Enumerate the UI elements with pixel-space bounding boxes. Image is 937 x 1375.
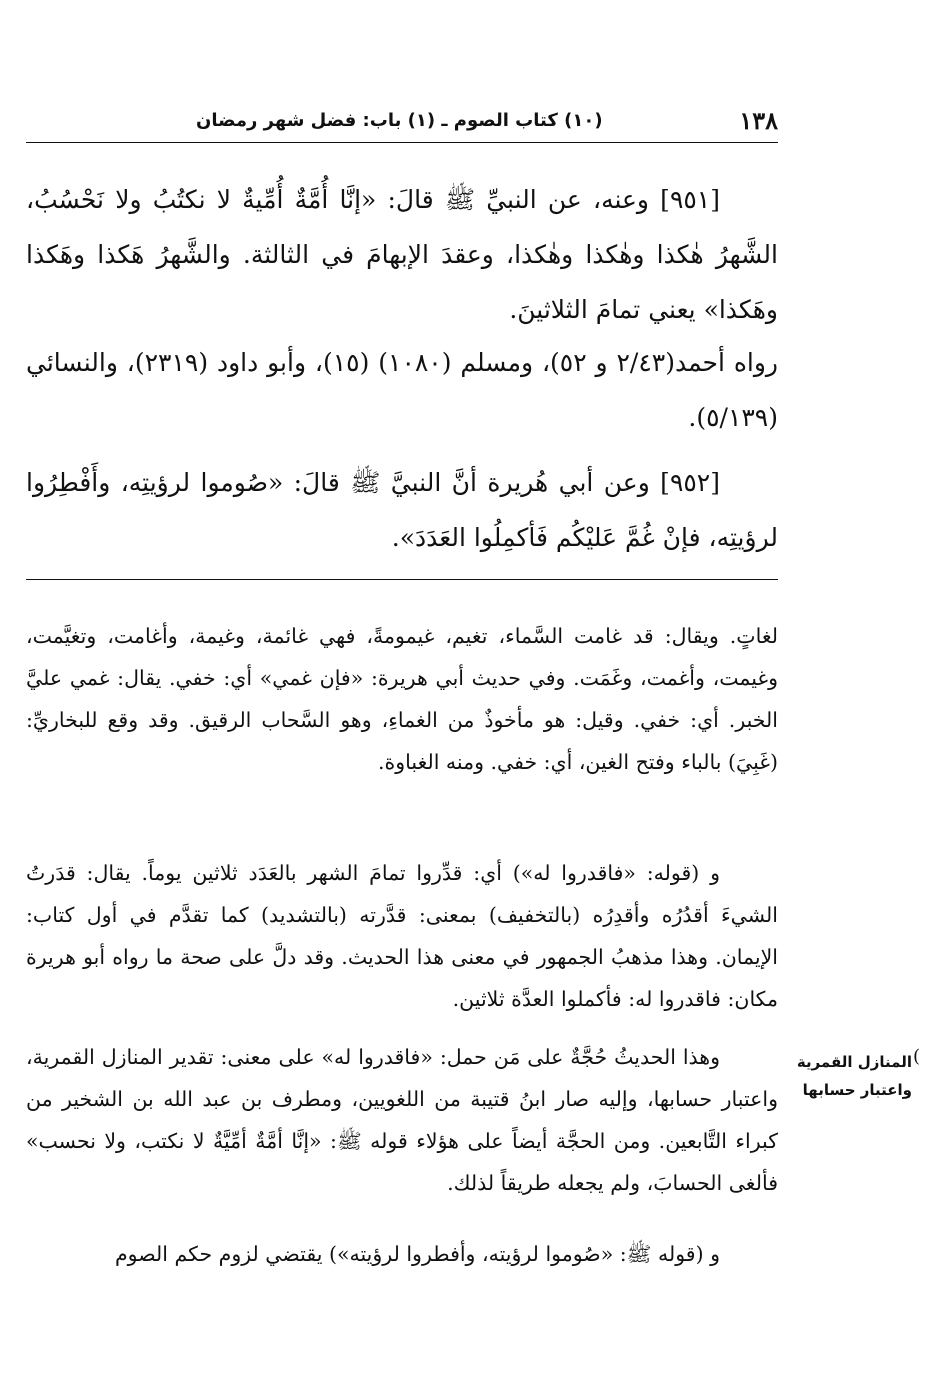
margin-mark: ( — [913, 1046, 921, 1067]
margin-note-line-2: واعتبار حسابها — [802, 1081, 912, 1099]
hadith-951-sources: رواه أحمد(٢/٤٣ و ٥٢)، ومسلم (١٠٨٠) (١٥)، وأبو داود (٢٣١٩)، والنسائي (٥/١٣٩). — [26, 348, 779, 432]
margin-note-line-1: المنازل القمرية — [796, 1053, 912, 1071]
footnote-divider — [26, 579, 778, 580]
hadith-951: [٩٥١] وعنه، عن النبيِّ ﷺ قالَ: «إنَّا أُمَّةٌ أُمِّيةٌ لا نكتُبُ ولا نَحْسُبُ، الشَّهرُ هٰكذا وهٰكذا وهٰكذا، وعقدَ الإبهامَ في الثالثة. والشَّهرُ هَكذا وهَكذا وهَكذا» يعني تمامَ الثلاثينَ. — [26, 185, 778, 324]
hadith-952: [٩٥٢] وعن أبي هُريرة أنَّ النبيَّ ﷺ قالَ: «صُوموا لرؤيتِه، وأَفْطِرُوا لرؤيتِه، فإنْ غُمَّ عَليْكُم فَأكمِلُوا العَدَدَ». — [26, 468, 778, 552]
running-title: (١٠) كتاب الصوم ـ (١) باب: فضل شهر رمضان — [196, 110, 603, 131]
commentary-paragraph-2: و (قوله: «فاقدروا له») أي: قدِّروا تمامَ الشهر بالعَدَد ثلاثين يوماً. يقال: قدَرتُ الشيءَ أقدُرُه وأقدِرُه (بالتخفيف) بمعنى: قدَّرته (بالتشديد) كما تقدَّم في أول كتاب: الإيمان. وهذا مذهبُ الجمهور في معنى هذا الحديث. وقد دلَّ على صحة ما رواه أبو هريرة مكان: فاقدروا له: فأكملوا العدَّة ثلاثين. — [26, 861, 778, 1011]
commentary-paragraph-1: لغاتٍ. ويقال: قد غامت السَّماء، تغيم، غيمومةً، فهي غائمة، وغيمة، وأغامت، وتغيَّمت، وغيمت، وأغمت، وغَمَت. وفي حديث أبي هريرة: «فإن غمي» أي: خفي. يقال: غمي عليَّ الخبر. أي: خفي. وقيل: هو مأخوذٌ من الغماءِ، وهو السَّحاب الرقيق. وقد وقع للبخاريِّ: (غَبِيَ) بالباء وفتح الغين، أي: خفي. ومنه الغباوة. — [26, 624, 778, 774]
page-header — [26, 96, 778, 143]
page-number: ١٣٨ — [739, 106, 778, 135]
commentary-paragraph-3: وهذا الحديثُ حُجَّةٌ على مَن حمل: «فاقدروا له» على معنى: تقدير المنازل القمرية، واعتبار حسابها، وإليه صار ابنُ قتيبة من اللغويين، ومطرف بن عبد الله بن الشخير من كبراء التَّابعين. ومن الحجَّة أيضاً على هؤلاء قوله ﷺ: «إنَّا أمَّةٌ أمِّيَّةٌ لا نكتب، ولا نحسب» فألغى الحسابَ، ولم يجعله طريقاً لذلك. — [26, 1045, 778, 1195]
margin-note — [796, 1048, 912, 1104]
commentary-paragraph-4: و (قوله ﷺ: «صُوموا لرؤيته، وأفطروا لرؤيته») يقتضي لزوم حكم الصوم — [114, 1242, 720, 1266]
